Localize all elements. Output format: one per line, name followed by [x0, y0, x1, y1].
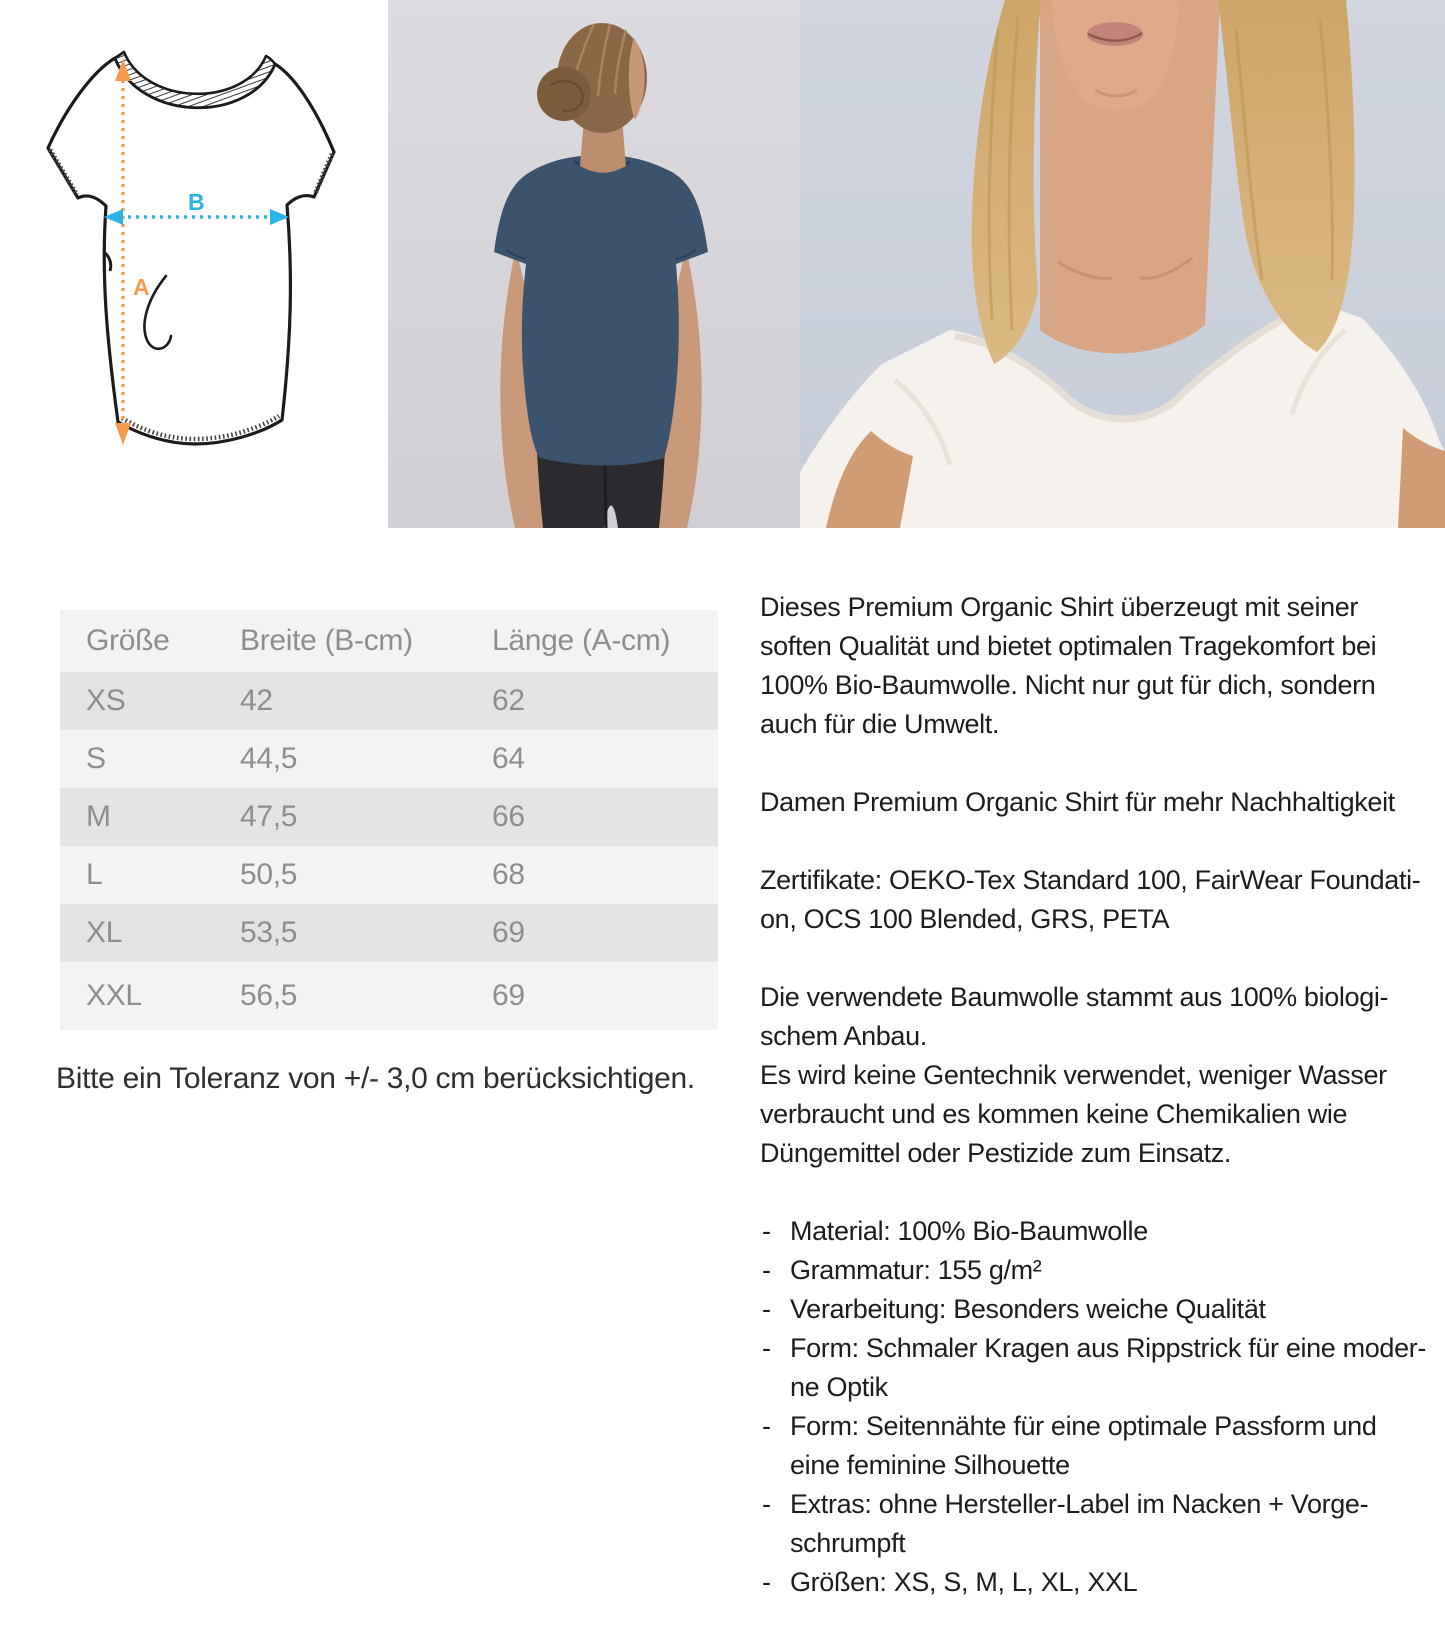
photo-model-front-white-shirt [800, 0, 1445, 528]
table-cell: 53,5 [240, 916, 298, 949]
table-cell: XS [86, 684, 126, 717]
table-row [60, 730, 718, 788]
text-line: soften Qualität und bietet optimalen Tragekomfort bei [760, 631, 1377, 661]
text-line: Dieses Premium Organic Shirt überzeugt mit seiner [760, 592, 1359, 622]
bullet-item [760, 1563, 1420, 1602]
text-line: Größen: XS, S, M, L, XL, XXL [790, 1567, 1138, 1597]
bullet-text [790, 1329, 1426, 1407]
bullet-text [790, 1290, 1420, 1329]
column-header: Länge (A-cm) [492, 624, 671, 657]
table-cell: 42 [240, 684, 273, 717]
text-line: Die verwendete Baumwolle stammt aus 100% biologi- [760, 982, 1389, 1012]
tolerance-note: Bitte ein Toleranz von +/- 3,0 cm berücksichtigen. [56, 1062, 695, 1095]
bullet-text [790, 1563, 1420, 1602]
table-cell: S [86, 742, 106, 775]
bullet-item [760, 1290, 1420, 1329]
bullet-marker: - [762, 1411, 771, 1441]
text-line: Form: Schmaler Kragen aus Rippstrick für eine moder- [790, 1333, 1427, 1363]
description-paragraph [760, 588, 1420, 744]
bullet-marker: - [762, 1567, 771, 1597]
description-paragraph [760, 861, 1420, 939]
text-line: eine feminine Silhouette [790, 1450, 1070, 1480]
size-diagram [30, 36, 352, 472]
table-cell: XXL [86, 979, 142, 1012]
table-row [60, 672, 718, 730]
bullet-item [760, 1212, 1420, 1251]
table-row [60, 904, 718, 962]
text-line: 100% Bio-Baumwolle. Nicht nur gut für dich, sondern [760, 670, 1376, 700]
jeans-seam [605, 462, 606, 528]
size-table-body [60, 672, 718, 1030]
text-line: Extras: ohne Hersteller-Label im Nacken + Vorge- [790, 1489, 1369, 1519]
text-line: Grammatur: 155 g/m² [790, 1255, 1042, 1285]
bullet-item [760, 1251, 1420, 1290]
label-A: A [133, 274, 150, 300]
table-row [60, 846, 718, 904]
text-line: Zertifikate: OEKO-Tex Standard 100, FairWear Foundati- [760, 865, 1421, 895]
table-cell: 62 [492, 684, 525, 717]
tshirt-outline [48, 58, 334, 444]
bullet-item [760, 1407, 1420, 1485]
table-cell: L [86, 858, 103, 891]
model-front-illustration [800, 0, 1445, 528]
bullet-text [790, 1485, 1420, 1563]
size-table-header-row [60, 610, 718, 672]
text-line: ne Optik [790, 1372, 888, 1402]
description-paragraph [760, 978, 1420, 1173]
table-row [60, 788, 718, 846]
table-cell: 69 [492, 916, 525, 949]
bullet-item [760, 1329, 1427, 1407]
photo-model-back-navy-shirt [388, 0, 800, 528]
text-line: Düngemittel oder Pestizide zum Einsatz. [760, 1138, 1232, 1168]
label-B: B [188, 189, 205, 215]
table-cell: 66 [492, 800, 525, 833]
size-table [60, 610, 718, 1030]
description-bullet-list [760, 1212, 1427, 1602]
description-paragraphs [760, 588, 1420, 1173]
table-cell: 64 [492, 742, 525, 775]
text-line: Verarbeitung: Besonders weiche Qualität [790, 1294, 1266, 1324]
text-line: Damen Premium Organic Shirt für mehr Nachhaltigkeit [760, 787, 1395, 817]
text-line: schem Anbau. [760, 1021, 927, 1051]
table-row [60, 962, 718, 1030]
model-back-illustration [388, 0, 800, 528]
text-line: schrumpft [790, 1528, 906, 1558]
description-paragraph [760, 783, 1420, 822]
bullet-marker: - [762, 1294, 771, 1324]
text-line: on, OCS 100 Blended, GRS, PETA [760, 904, 1170, 934]
bullet-marker: - [762, 1489, 771, 1519]
table-cell: 44,5 [240, 742, 298, 775]
table-cell: 47,5 [240, 800, 298, 833]
table-cell: XL [86, 916, 123, 949]
table-cell: 50,5 [240, 858, 298, 891]
text-line: Es wird keine Gentechnik verwendet, weniger Wasser [760, 1060, 1387, 1090]
text-line: auch für die Umwelt. [760, 709, 1000, 739]
text-line: verbraucht und es kommen keine Chemikalien wie [760, 1099, 1348, 1129]
table-cell: 69 [492, 979, 525, 1012]
bullet-text [790, 1407, 1420, 1485]
lips [1087, 22, 1143, 46]
bullet-item [760, 1485, 1420, 1563]
table-cell: 56,5 [240, 979, 298, 1012]
column-header: Breite (B-cm) [240, 624, 413, 657]
bullet-marker: - [762, 1255, 771, 1285]
text-line: Form: Seitennähte für eine optimale Passform und [790, 1411, 1377, 1441]
product-description [760, 588, 1427, 1602]
bullet-text [790, 1212, 1420, 1251]
table-cell: 68 [492, 858, 525, 891]
column-header: Größe [86, 624, 170, 657]
tshirt-measurement-illustration [30, 36, 352, 472]
bullet-marker: - [762, 1333, 771, 1363]
bullet-text [790, 1251, 1420, 1290]
bullet-marker: - [762, 1216, 771, 1246]
text-line: Material: 100% Bio-Baumwolle [790, 1216, 1148, 1246]
table-cell: M [86, 800, 111, 833]
